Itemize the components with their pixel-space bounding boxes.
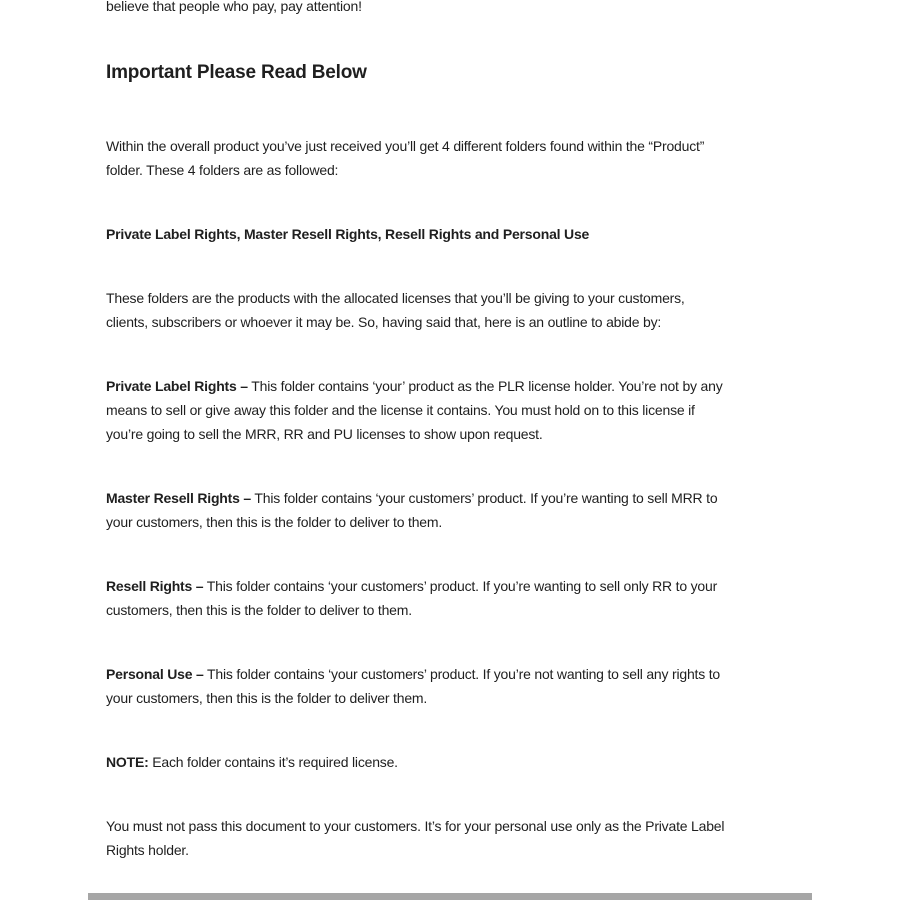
text-line: You must not pass this document to your customers. It’s for your personal use only as the Private Label: [106, 818, 725, 834]
pu-paragraph: [106, 662, 900, 710]
plr-paragraph: [106, 374, 900, 446]
text-line: [106, 662, 900, 686]
pu-lead-label: Personal Use –: [106, 666, 204, 682]
rr-lead-label: Resell Rights –: [106, 578, 204, 594]
page-title: Important Please Read Below: [106, 62, 367, 83]
overview-paragraph: [106, 134, 900, 182]
note-text: Each folder contains it’s required license.: [148, 754, 398, 770]
text-line: Private Label Rights, Master Resell Rights, Resell Rights and Personal Use: [106, 226, 590, 242]
rr-paragraph: [106, 574, 900, 622]
text-line: you’re going to sell the MRR, RR and PU licenses to show upon request.: [106, 426, 543, 442]
text-line: [106, 574, 900, 598]
text-line: clients, subscribers or whoever it may be. So, having said that, here is an outline to abide by:: [106, 314, 662, 330]
intro-fragment: [106, 0, 900, 18]
closing-paragraph: [106, 814, 900, 862]
text-line: believe that people who pay, pay attention!: [106, 0, 362, 14]
mrr-lead-label: Master Resell Rights –: [106, 490, 251, 506]
mrr-first-line-text: This folder contains ‘your customers’ product. If you’re wanting to sell MRR to: [251, 490, 718, 506]
plr-lead-label: Private Label Rights –: [106, 378, 248, 394]
folders-list-subheading: [106, 222, 900, 246]
text-line: [106, 374, 900, 398]
page-bottom-edge: [88, 893, 812, 900]
pu-first-line-text: This folder contains ‘your customers’ product. If you’re not wanting to sell any rights to: [203, 666, 720, 682]
plr-first-line-text: This folder contains ‘your’ product as the PLR license holder. You’re not by any: [247, 378, 723, 394]
text-line: These folders are the products with the allocated licenses that you’ll be giving to your customers,: [106, 290, 685, 306]
text-line: your customers, then this is the folder to deliver to them.: [106, 514, 443, 530]
text-line: customers, then this is the folder to deliver to them.: [106, 602, 412, 618]
text-line: [106, 486, 900, 510]
mrr-paragraph: [106, 486, 900, 534]
note-paragraph: [106, 750, 900, 774]
note-lead-label: NOTE:: [106, 754, 149, 770]
text-line: Within the overall product you’ve just received you’ll get 4 different folders found within the “Product”: [106, 138, 705, 154]
text-line: folder. These 4 folders are as followed:: [106, 162, 339, 178]
rr-first-line-text: This folder contains ‘your customers’ product. If you’re wanting to sell only RR to your: [203, 578, 718, 594]
text-line: means to sell or give away this folder and the license it contains. You must hold on to this license if: [106, 402, 695, 418]
text-line: [106, 750, 900, 774]
text-line: Rights holder.: [106, 842, 189, 858]
document-page: [106, 0, 900, 900]
licenses-paragraph: [106, 286, 900, 334]
text-line: your customers, then this is the folder to deliver them.: [106, 690, 428, 706]
